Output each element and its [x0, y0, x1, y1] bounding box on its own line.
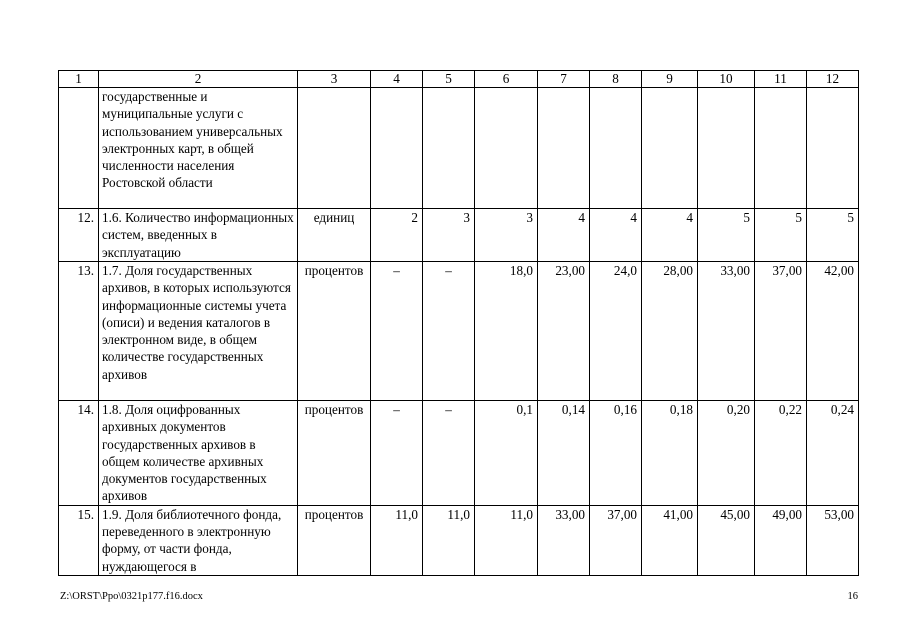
footer-page-number: 16 — [847, 591, 858, 602]
value-cell: 4 — [590, 209, 642, 262]
value-cell: 3 — [423, 209, 475, 262]
value-cell: – — [371, 401, 423, 506]
table-row — [59, 401, 859, 506]
row-number: 15. — [59, 505, 99, 575]
row-number: 12. — [59, 209, 99, 262]
table-row — [59, 209, 859, 262]
value-cell: 3 — [475, 209, 538, 262]
value-cell: 53,00 — [807, 505, 859, 575]
value-cell: 11,0 — [423, 505, 475, 575]
value-cell: 0,14 — [538, 401, 590, 506]
value-cell: 33,00 — [698, 262, 755, 401]
indicator-name: 1.8. Доля оцифрованных архивных документов государственных архивов в общем количестве архивных документов государственных архивов — [99, 401, 298, 506]
value-cell: 11,0 — [475, 505, 538, 575]
header-cell: 1 — [59, 71, 99, 88]
value-cell — [475, 88, 538, 209]
value-cell — [698, 88, 755, 209]
value-cell: 49,00 — [755, 505, 807, 575]
value-cell: 37,00 — [755, 262, 807, 401]
row-number: 13. — [59, 262, 99, 401]
indicator-name: 1.7. Доля государственных архивов, в которых используются информационные системы учета (описи) и ведения каталогов в электронном виде, в общем количестве государственных архивов — [99, 262, 298, 401]
value-cell: 18,0 — [475, 262, 538, 401]
value-cell: 45,00 — [698, 505, 755, 575]
value-cell: 11,0 — [371, 505, 423, 575]
header-cell: 10 — [698, 71, 755, 88]
table-header-row — [59, 71, 859, 88]
value-cell: 37,00 — [590, 505, 642, 575]
value-cell — [755, 88, 807, 209]
value-cell — [371, 88, 423, 209]
unit-cell: процентов — [298, 262, 371, 401]
value-cell: – — [423, 401, 475, 506]
row-number — [59, 88, 99, 209]
value-cell: 24,0 — [590, 262, 642, 401]
value-cell: 33,00 — [538, 505, 590, 575]
document-table — [58, 70, 859, 576]
unit-cell: единиц — [298, 209, 371, 262]
table-row — [59, 88, 859, 209]
unit-cell: процентов — [298, 401, 371, 506]
value-cell: 5 — [755, 209, 807, 262]
unit-cell — [298, 88, 371, 209]
value-cell: 41,00 — [642, 505, 698, 575]
value-cell: 4 — [538, 209, 590, 262]
header-cell: 3 — [298, 71, 371, 88]
header-cell: 6 — [475, 71, 538, 88]
value-cell: – — [423, 262, 475, 401]
header-cell: 2 — [99, 71, 298, 88]
value-cell: 0,1 — [475, 401, 538, 506]
value-cell: 28,00 — [642, 262, 698, 401]
value-cell — [642, 88, 698, 209]
indicator-name: 1.6. Количество информационных систем, введенных в эксплуатацию — [99, 209, 298, 262]
value-cell: – — [371, 262, 423, 401]
header-cell: 12 — [807, 71, 859, 88]
header-cell: 5 — [423, 71, 475, 88]
footer-file-path: Z:\ORST\Ppo\0321p177.f16.docx — [60, 591, 203, 602]
value-cell: 0,18 — [642, 401, 698, 506]
indicator-name: 1.9. Доля библиотечного фонда, переведенного в электронную форму, от части фонда, нуждающегося в — [99, 505, 298, 575]
value-cell: 5 — [698, 209, 755, 262]
value-cell: 42,00 — [807, 262, 859, 401]
value-cell: 5 — [807, 209, 859, 262]
header-cell: 7 — [538, 71, 590, 88]
indicator-name: государственные и муниципальные услуги с использованием универсальных электронных карт, в общей численности населения Ростовской области — [99, 88, 298, 209]
header-cell: 8 — [590, 71, 642, 88]
value-cell — [538, 88, 590, 209]
unit-cell: процентов — [298, 505, 371, 575]
table-row — [59, 505, 859, 575]
header-cell: 11 — [755, 71, 807, 88]
row-number: 14. — [59, 401, 99, 506]
value-cell — [423, 88, 475, 209]
header-cell: 9 — [642, 71, 698, 88]
value-cell: 2 — [371, 209, 423, 262]
value-cell — [807, 88, 859, 209]
value-cell: 0,16 — [590, 401, 642, 506]
header-cell: 4 — [371, 71, 423, 88]
table-row — [59, 262, 859, 401]
value-cell: 23,00 — [538, 262, 590, 401]
value-cell: 0,22 — [755, 401, 807, 506]
value-cell: 0,20 — [698, 401, 755, 506]
value-cell: 4 — [642, 209, 698, 262]
value-cell — [590, 88, 642, 209]
value-cell: 0,24 — [807, 401, 859, 506]
